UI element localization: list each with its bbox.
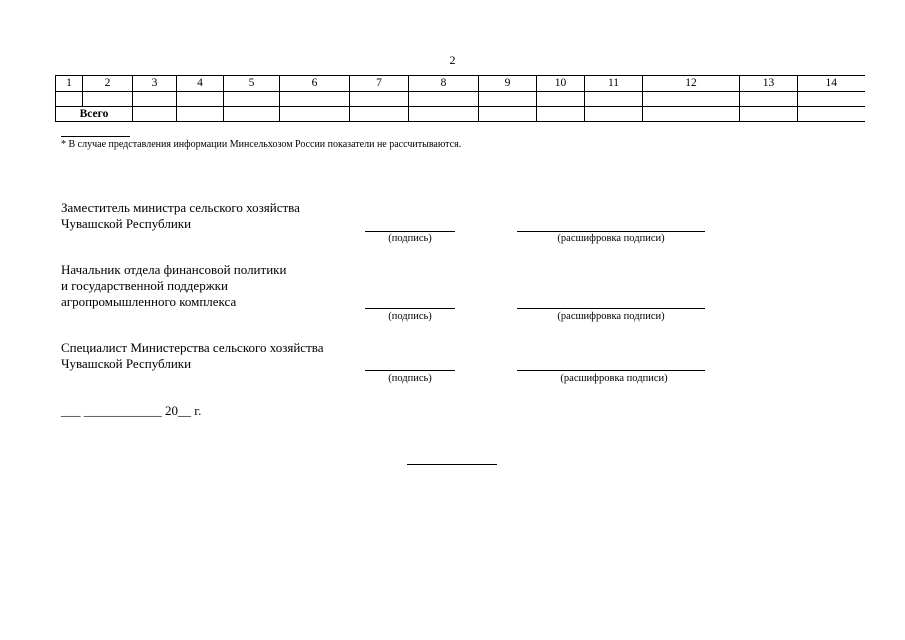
page-number: 2 <box>449 53 456 67</box>
table-cell <box>350 107 409 122</box>
table-cell <box>224 107 280 122</box>
table-cell <box>409 107 479 122</box>
column-number: 7 <box>350 76 409 92</box>
table-cell <box>83 92 133 107</box>
column-number: 11 <box>585 76 643 92</box>
title-line: Чувашской Республики <box>61 356 192 371</box>
signature-decode-caption: (расшифровка подписи) <box>557 311 665 322</box>
column-number: 1 <box>56 76 83 92</box>
title-line: и государственной поддержки <box>61 278 228 293</box>
table-cell <box>280 107 350 122</box>
table-cell <box>56 92 83 107</box>
column-number: 3 <box>133 76 177 92</box>
table-cell <box>350 92 409 107</box>
column-number: 13 <box>740 76 798 92</box>
signature-caption: (подпись) <box>388 373 432 384</box>
column-number: 5 <box>224 76 280 92</box>
column-number: 12 <box>643 76 740 92</box>
table-cell <box>133 92 177 107</box>
table-cell <box>585 92 643 107</box>
signature-line <box>365 370 455 371</box>
table-header-row <box>56 76 865 92</box>
table-cell <box>479 107 537 122</box>
table-cell <box>280 92 350 107</box>
title-line: Заместитель министра сельского хозяйства <box>61 200 300 215</box>
table-cell <box>537 107 585 122</box>
signature-caption: (подпись) <box>388 233 432 244</box>
signature-caption: (подпись) <box>388 311 432 322</box>
footnote: * В случае представления информации Минсельхозом России показатели не рассчитываются. <box>61 139 462 150</box>
table-cell <box>133 107 177 122</box>
end-divider <box>407 464 497 465</box>
title-line: агропромышленного комплекса <box>61 294 237 309</box>
table-cell <box>224 92 280 107</box>
table-cell <box>177 107 224 122</box>
signature-decode-line <box>517 308 705 309</box>
table-cell <box>409 92 479 107</box>
data-table <box>55 75 865 122</box>
table-cell <box>479 92 537 107</box>
table-cell <box>177 92 224 107</box>
signatory-title-specialist <box>61 340 324 372</box>
signature-line <box>365 308 455 309</box>
title-line: Специалист Министерства сельского хозяйства <box>61 340 324 355</box>
signature-decode-caption: (расшифровка подписи) <box>560 373 668 384</box>
footnote-divider <box>61 136 130 137</box>
date-field: ___ ____________ 20__ г. <box>61 403 202 418</box>
signature-decode-line <box>517 231 705 232</box>
signature-line <box>365 231 455 232</box>
table-cell <box>643 92 740 107</box>
table-cell <box>740 92 798 107</box>
table-cell <box>585 107 643 122</box>
column-number: 8 <box>409 76 479 92</box>
signatory-title-department-head <box>61 262 286 310</box>
signature-decode-line <box>517 370 705 371</box>
column-number: 2 <box>83 76 133 92</box>
table-cell <box>798 92 865 107</box>
signatory-title-deputy-minister <box>61 200 300 232</box>
table-cell <box>798 107 865 122</box>
table-total-row <box>56 107 865 122</box>
signature-decode-caption: (расшифровка подписи) <box>557 233 665 244</box>
table-cell <box>740 107 798 122</box>
table-row <box>56 92 865 107</box>
total-label: Всего <box>56 107 133 122</box>
title-line: Чувашской Республики <box>61 216 192 231</box>
column-number: 10 <box>537 76 585 92</box>
column-number: 4 <box>177 76 224 92</box>
title-line: Начальник отдела финансовой политики <box>61 262 287 277</box>
column-number: 6 <box>280 76 350 92</box>
column-number: 9 <box>479 76 537 92</box>
table-cell <box>643 107 740 122</box>
column-number: 14 <box>798 76 865 92</box>
table-cell <box>537 92 585 107</box>
